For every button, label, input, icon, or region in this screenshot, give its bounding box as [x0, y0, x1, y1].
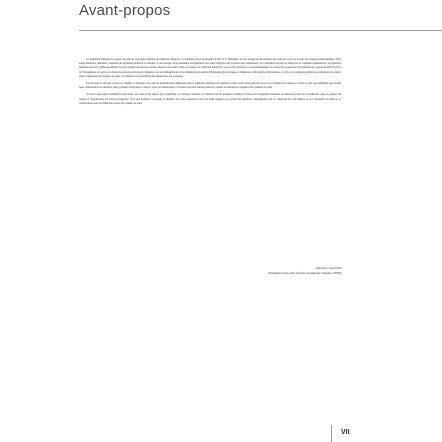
folio-rule [331, 425, 332, 442]
paragraph: La régulation médicale des appels de santé de la Société française de médecine d'urgence, coordonnée par les professeurs P. Ray et E. Desmettre, est un ouvrage incontournable qui s'adresse à tous les acteurs de l'urgence préhospitalière, qu'ils soient médecins, infirmiers, assistants de régulation médicale ou internes. À une époque où les demandes d'organisation des soins d'urgence sont toujours plus nombreuses, où la demande de prise en charge est en constante augmentation, la régulation médicale apparaît comme un élément clé pour garantir une réponse rapide, adaptée et sécurisée. Dans ce contexte, la régulation médicale a vu son rôle s'étendre et se professionnaliser, les centres de réception et de régulation des appels devenant le pivot de l'organisation de la prise en charge des patients en situation d'urgence. Les recommandations et les référentiels ont permis d'harmoniser les pratiques et d'améliorer l'efficacité des interventions. Le rôle de la régulation médicale est ainsi devenu central dans l'organisation du système de santé, en s'adaptant aux spécificités des situations et des territoires. [79, 58, 342, 78]
title-rule [79, 30, 442, 31]
paragraph: À travers une analyse détaillée des processus, des outils et des enjeux de la régulation, cet ouvrage contribue à la réflexion sur les pratiques actuelles et futures de la régulation médicale, en mettant l'accent sur la qualité des soins, la gestion des risques et l'organisation des services d'urgence. Il est une invitation à repenser la manière dont nous assurons l'accès aux soins d'urgence, en offrant une meilleure compréhension de la complexité de cette mission et de la nécessité de renforcer la collaboration entre les différents acteurs du système de santé. [79, 93, 341, 105]
paragraph: Cet ouvrage se veut une ressource complète et moderne pour tous les professionnels impliqués dans la régulation médicale des appels de santé, qu'ils soient déjà en poste ou en formation. Il s'adresse à celles et ceux qui souhaitent approfondir leurs connaissances et améliorer leurs pratiques, mais aussi à celles et ceux qui s'intéressent à l'évolution de cette fonction dans un contexte de mutations constantes des systèmes de santé. [79, 82, 341, 90]
body-text [79, 58, 341, 109]
signature-block [150, 266, 342, 276]
page-title: Avant-propos [79, 2, 171, 19]
signature-role: Présidente de la Société française de médecine d'urgence (SFMU) [268, 272, 342, 275]
page-number: VII [341, 429, 350, 436]
signature-name: Sandrine Charpentier [315, 266, 342, 270]
